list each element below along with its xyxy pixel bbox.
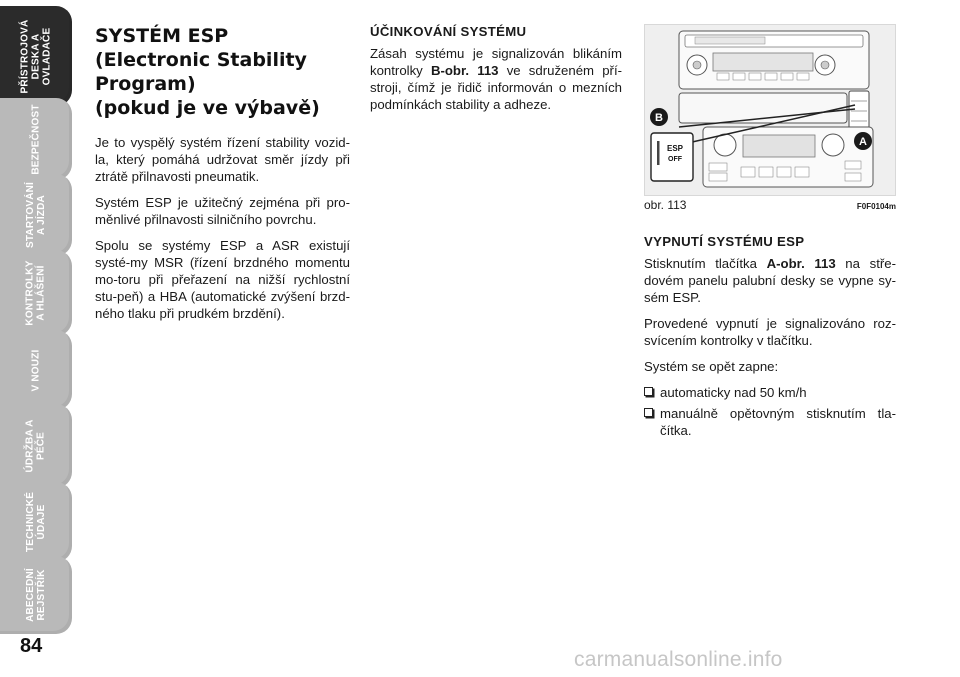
paragraph [644, 255, 896, 306]
section-heading: VYPNUTÍ SYSTÉMU ESP [644, 234, 805, 249]
text-span: Stisknutím tlačítka [644, 256, 767, 271]
callout-b: B [655, 112, 663, 124]
text-span: na stře-dovém panelu palubní desky se vypne sy-sém ESP. [644, 256, 896, 305]
column-intro [95, 24, 350, 331]
tab-label: ABECEDNÍ REJSTŘÍK [24, 568, 47, 622]
title-line: (Electronic Stability [95, 49, 307, 71]
list-item-text: manuálně opětovným stisknutím tla-čítka. [660, 406, 896, 438]
reenable-options-list [644, 384, 896, 439]
tab-label: BEZPEČNOST [30, 103, 42, 175]
list-item [644, 384, 896, 401]
section-heading: ÚČINKOVÁNÍ SYSTÉMU [370, 24, 527, 39]
paragraph: Spolu se systémy ESP a ASR existují systé-my MSR (řízení brzdného momentu mo-toru při přeřazení na nižší rychlostní stu-peň) a HBA (automatické zvýšení brzd-ného tlaku při prudkém brzdění). [95, 238, 350, 321]
esp-button-label: ESP [666, 144, 684, 153]
dashboard-illustration [645, 25, 895, 195]
list-item [644, 405, 896, 439]
tab-bezpecnost[interactable] [0, 98, 72, 180]
tab-label: V NOUZI [30, 349, 42, 391]
dashboard-figure [644, 24, 896, 196]
figure-reference: B-obr. 113 [430, 63, 499, 78]
figure-reference: A-obr. 113 [766, 256, 836, 271]
tab-v-nouzi[interactable] [0, 330, 72, 410]
tab-udrzba[interactable] [0, 404, 72, 488]
list-item-text: automaticky nad 50 km/h [660, 385, 807, 400]
paragraph: Systém se opět zapne: [644, 359, 779, 374]
checkbox-bullet-icon [644, 408, 653, 417]
figure-code: F0F0104m [856, 202, 896, 211]
text-span: Zásah systému je signalizován blikáním kontrolky [370, 46, 622, 78]
title-line: Program) [95, 73, 196, 95]
off-button-label: OFF [668, 156, 682, 163]
figure-caption-row [644, 198, 896, 212]
tab-startovani[interactable] [0, 174, 72, 256]
title-line: (pokud je ve výbavě) [95, 97, 320, 119]
tab-label: KONTROLKY A HLÁŠENÍ [24, 260, 47, 326]
figure-caption: obr. 113 [644, 198, 687, 212]
text-span: ve sdruženém pří-stroji, čímž je řidič informován o mezních podmínkách stability a adheze. [370, 63, 622, 112]
watermark-text: carmanualsonline.info [574, 648, 783, 671]
section-sidebar [0, 0, 76, 677]
paragraph: Je to vyspělý systém řízení stability vozid-la, který pomáhá udržovat směr jízdy při ztrátě přilnavosti pneumatik. [95, 135, 350, 184]
paragraph: Provedené vypnutí je signalizováno roz-svícením kontrolky v tlačítku. [644, 316, 896, 348]
page-title [95, 24, 350, 120]
tab-rejstrik[interactable] [0, 556, 72, 634]
tab-label: TECHNICKÉ ÚDAJE [24, 491, 47, 553]
title-line: SYSTÉM ESP [95, 25, 229, 47]
column-disable [644, 24, 896, 443]
checkbox-bullet-icon [644, 387, 653, 396]
tab-pristrojova-deska[interactable] [0, 6, 72, 106]
column-effect [370, 24, 622, 122]
page-number: 84 [20, 635, 43, 657]
callout-a: A [859, 136, 867, 148]
paragraph: Systém ESP je užitečný zejména při pro-měnlivé přilnavosti silničního povrchu. [95, 195, 350, 227]
tab-kontrolky[interactable] [0, 250, 72, 336]
paragraph [370, 45, 622, 113]
tab-label: PŘÍSTROJOVÁ DESKA A OVLADAČE [19, 19, 53, 93]
tab-label: ÚDRŽBA A PÉČE [24, 419, 47, 473]
tab-technicke-udaje[interactable] [0, 482, 72, 562]
tab-label: STARTOVÁNÍ A JÍZDA [24, 181, 47, 249]
